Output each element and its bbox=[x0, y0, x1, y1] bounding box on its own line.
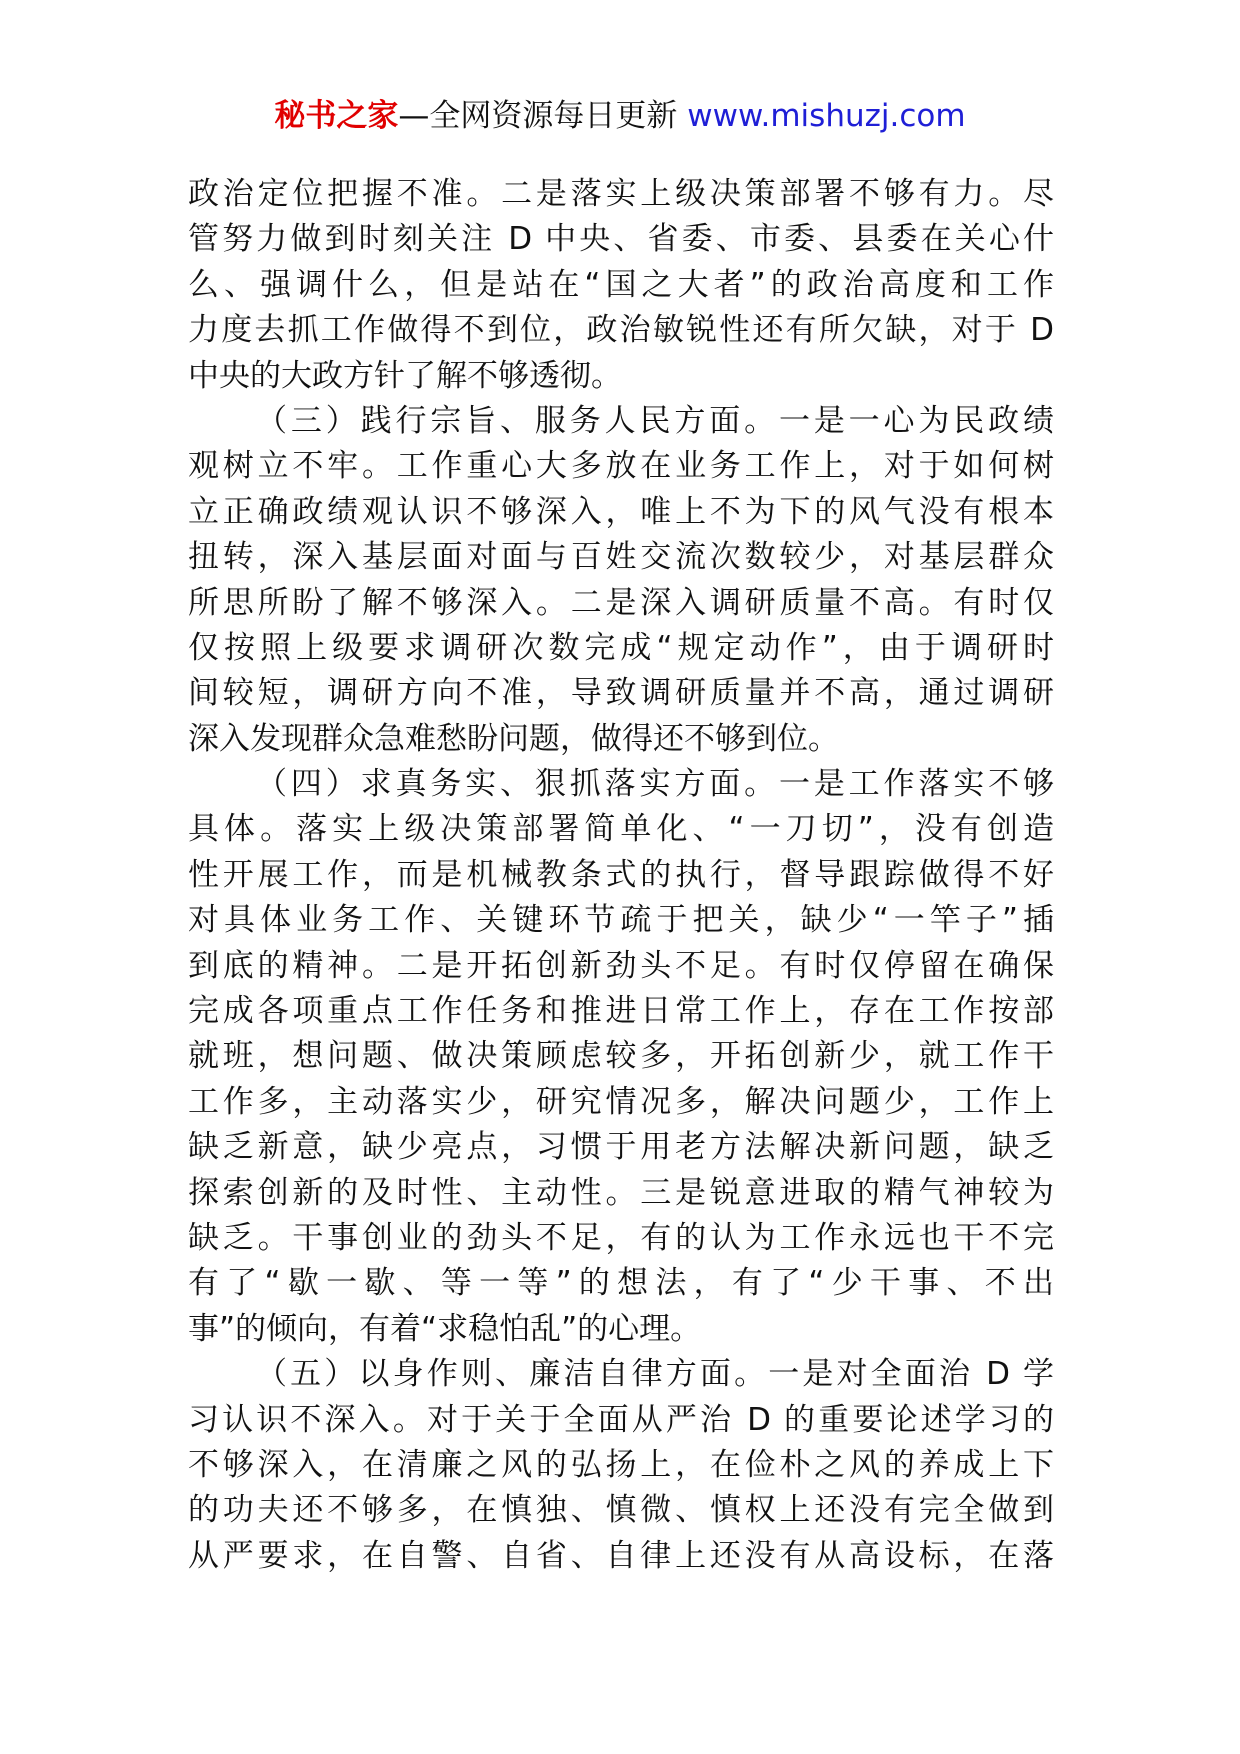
text-line: 扭转，深入基层面对面与百姓交流次数较少，对基层群众 bbox=[188, 539, 1054, 576]
text-line: 深入发现群众急难愁盼问题，做得还不够到位。 bbox=[188, 720, 839, 757]
text-line: 就班，想问题、做决策顾虑较多，开拓创新少，就工作干 bbox=[188, 1038, 1054, 1075]
text-line: 工作多，主动落实少，研究情况多，解决问题少，工作上 bbox=[188, 1083, 1054, 1120]
text-line: 仅按照上级要求调研次数完成“规定动作”，由于调研时 bbox=[188, 629, 1054, 666]
section-heading-line: （四）求真务实、狠抓落实方面。一是工作落实不够 bbox=[256, 766, 1054, 803]
text-line: 缺乏。干事创业的劲头不足，有的认为工作永远也干不完 bbox=[188, 1219, 1054, 1256]
text-line: 所思所盼了解不够深入。二是深入调研质量不高。有时仅 bbox=[188, 584, 1054, 621]
document-body bbox=[188, 172, 1054, 1579]
text-line: 事”的倾向，有着“求稳怕乱”的心理。 bbox=[188, 1310, 702, 1347]
text-line: 立正确政绩观认识不够深入，唯上不为下的风气没有根本 bbox=[188, 493, 1054, 530]
section-heading-line: （三）践行宗旨、服务人民方面。一是一心为民政绩 bbox=[256, 402, 1054, 439]
text-line: 具体。落实上级决策部署简单化、“一刀切”，没有创造 bbox=[188, 811, 1054, 848]
text-line: 中央的大政方针了解不够透彻。 bbox=[188, 357, 622, 394]
site-tagline: —全网资源每日更新 bbox=[398, 98, 688, 134]
text-line: 管努力做到时刻关注 D 中央、省委、市委、县委在关心什 bbox=[188, 221, 1054, 258]
text-line: 的功夫还不够多，在慎独、慎微、慎权上还没有完全做到 bbox=[188, 1492, 1054, 1529]
site-brand: 秘书之家 bbox=[274, 98, 399, 134]
section-heading-line: （五）以身作则、廉洁自律方面。一是对全面治 D 学 bbox=[256, 1356, 1054, 1393]
text-line: 有了“歇一歇、等一等”的想法，有了“少干事、不出 bbox=[188, 1265, 1054, 1302]
text-line: 力度去抓工作做得不到位，政治敏锐性还有所欠缺，对于 D bbox=[188, 312, 1054, 349]
text-line: 不够深入，在清廉之风的弘扬上，在俭朴之风的养成上下 bbox=[188, 1446, 1054, 1483]
text-line: 对具体业务工作、关键环节疏于把关，缺少“一竿子”插 bbox=[188, 902, 1054, 939]
text-line: 观树立不牢。工作重心大多放在业务工作上，对于如何树 bbox=[188, 448, 1054, 485]
text-line: 间较短，调研方向不准，导致调研质量并不高，通过调研 bbox=[188, 675, 1054, 712]
text-line: 到底的精神。二是开拓创新劲头不足。有时仅停留在确保 bbox=[188, 947, 1054, 984]
text-line: 从严要求，在自警、自省、自律上还没有从高设标，在落 bbox=[188, 1537, 1054, 1574]
text-line: 习认识不深入。对于关于全面从严治 D 的重要论述学习的 bbox=[188, 1401, 1054, 1438]
site-header bbox=[0, 94, 1240, 138]
text-line: 么、强调什么，但是站在“国之大者”的政治高度和工作 bbox=[188, 266, 1054, 303]
site-url-link[interactable]: www.mishuzj.com bbox=[687, 98, 966, 134]
text-line: 探索创新的及时性、主动性。三是锐意进取的精气神较为 bbox=[188, 1174, 1054, 1211]
text-line: 性开展工作，而是机械教条式的执行，督导跟踪做得不好 bbox=[188, 856, 1054, 893]
text-line: 缺乏新意，缺少亮点，习惯于用老方法解决新问题，缺乏 bbox=[188, 1129, 1054, 1166]
text-line: 完成各项重点工作任务和推进日常工作上，存在工作按部 bbox=[188, 993, 1054, 1030]
text-line: 政治定位把握不准。二是落实上级决策部署不够有力。尽 bbox=[188, 176, 1054, 212]
